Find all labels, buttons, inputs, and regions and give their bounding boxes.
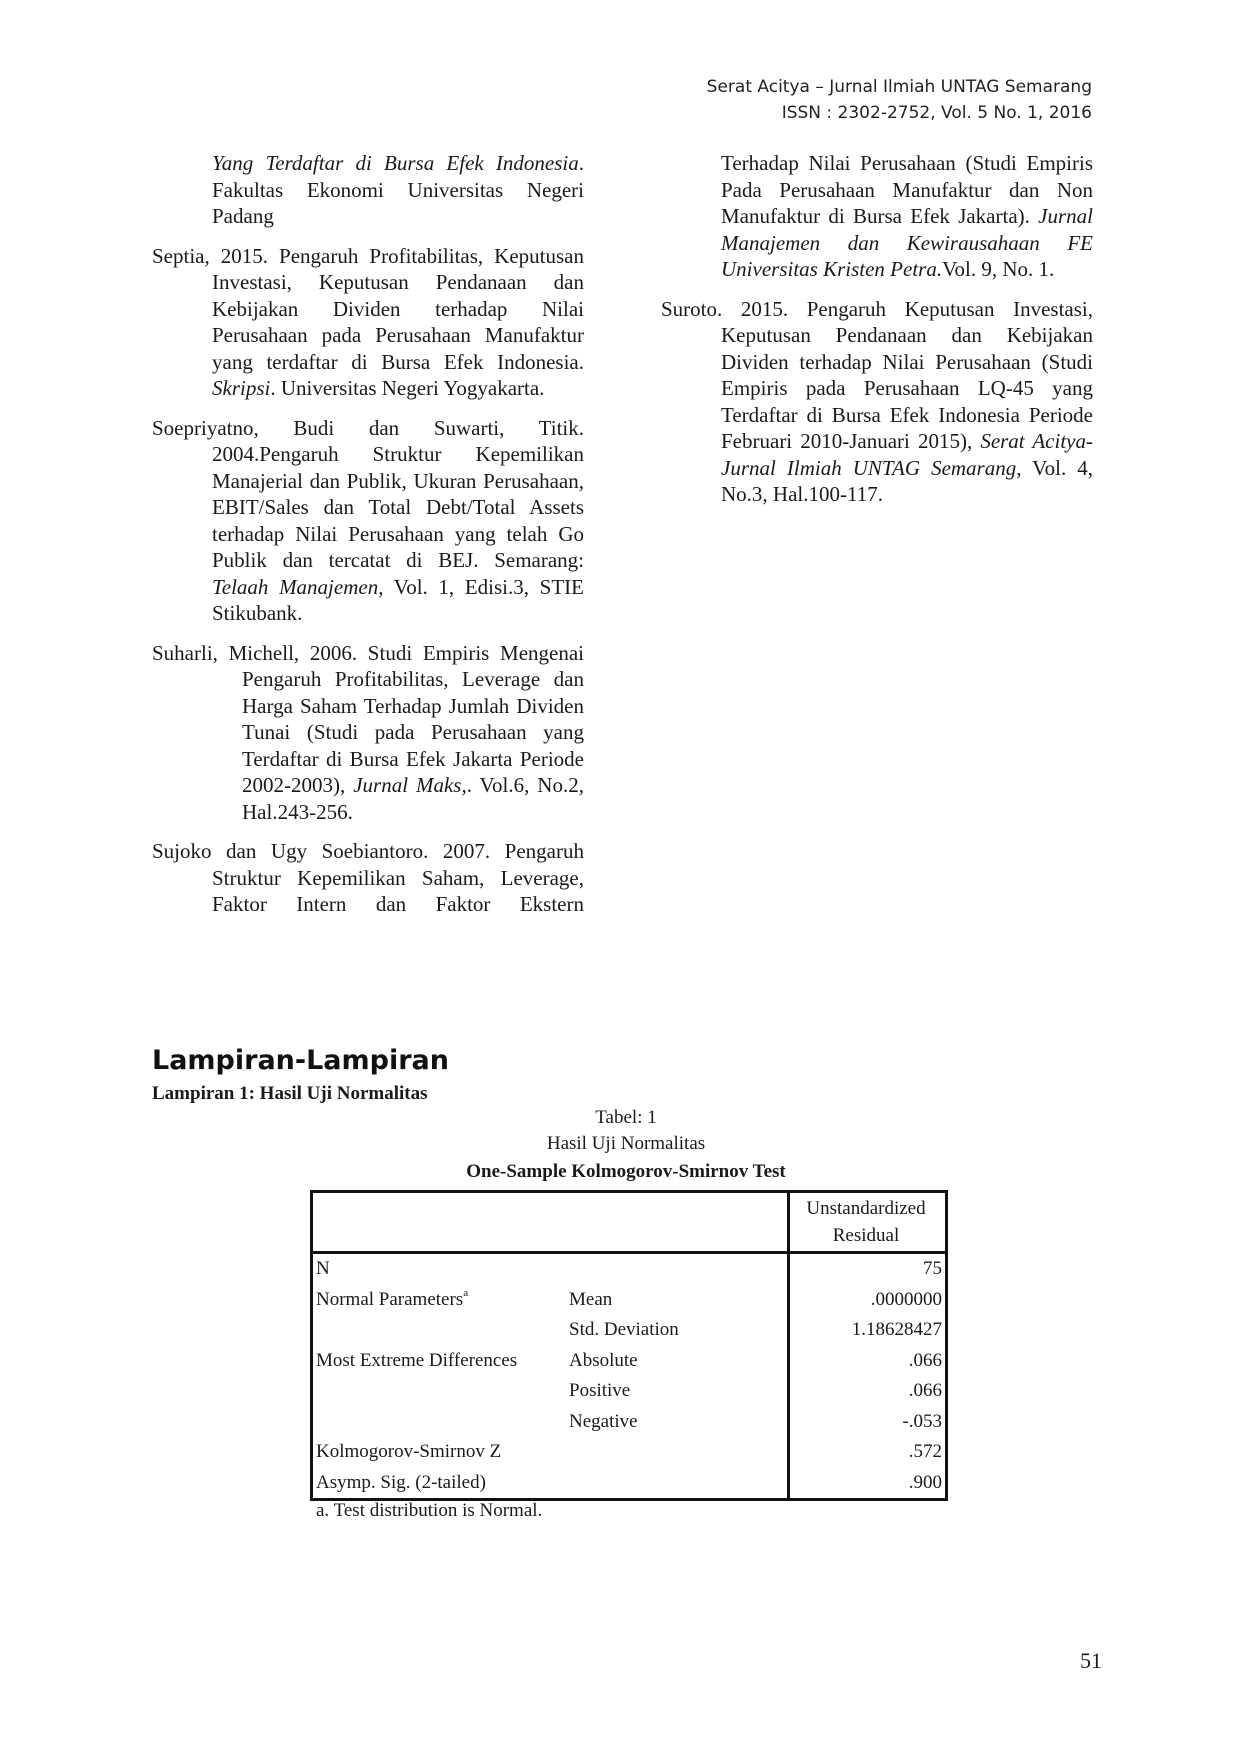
table-test-name: One-Sample Kolmogorov-Smirnov Test [466,1161,786,1182]
row-value: .0000000 [787,1285,945,1316]
row-label: Asymp. Sig. (2-tailed) [316,1471,486,1493]
header-line: Unstandardized [806,1198,926,1219]
reference-entry [152,415,584,627]
reference-continuation [152,150,584,230]
reference-entry [152,640,584,826]
reference-entry [152,243,584,402]
table-row [313,1315,945,1346]
table-footnote: a. Test distribution is Normal. [316,1500,543,1521]
page-number: 51 [1080,1648,1102,1673]
table-row [313,1346,945,1377]
ref-text: Septia, 2015. Pengaruh Profitabilitas, Keputusan Investasi, Keputusan Pendanaan dan Kebijakan Dividen terhadap Nilai Perusahaan pada Perusahaan Manufaktur yang terdaftar di Bursa Efek Indonesia. [152,243,584,374]
table-row [313,1407,945,1438]
ref-text: Vol. 9, No. 1. [942,257,1055,281]
row-sublabel: Negative [569,1410,638,1432]
row-sublabel: Std. Deviation [569,1319,679,1341]
table-number: Tabel: 1 [595,1107,657,1128]
appendix-subtitle: Lampiran 1: Hasil Uji Normalitas [152,1083,428,1104]
row-value: .066 [787,1376,945,1407]
row-value: -.053 [787,1407,945,1438]
ref-italic: Yang Terdaftar di Bursa Efek Indonesia [212,151,579,175]
row-sublabel: Mean [569,1288,613,1310]
left-column [152,150,584,931]
row-value: 75 [787,1254,945,1285]
row-value: .572 [787,1437,945,1468]
ref-text: , Vol. 4, No.3, Hal.100-117. [721,455,1093,506]
journal-issn: ISSN : 2302-2752, Vol. 5 No. 1, 2016 [781,103,1092,123]
ref-text: Suharli, Michell, 2006. Studi Empiris Mengenai Pengaruh Profitabilitas, Leverage dan Harga Saham Terhadap Jumlah Dividen Tunai (Studi pada Perusahaan yang Terdaftar di Bursa Efek Jakarta Periode 2002-2003), [152,640,584,797]
ref-italic: Jurnal Manajemen dan Kewirausahaan FE Universitas Kristen Petra. [721,204,1093,281]
ref-text: Terhadap Nilai Perusahaan (Studi Empiris Pada Perusahaan Manufaktur dan Non Manufaktur di Bursa Efek Jakarta). [721,151,1093,228]
reference-entry [661,296,1093,508]
ref-text: . Vol.6, No.2, Hal.243-256. [242,773,584,824]
journal-header [707,74,1092,126]
ref-text: . Universitas Negeri Yogyakarta. [270,376,545,400]
row-value: 1.18628427 [787,1315,945,1346]
row-label: Most Extreme Differences [316,1349,518,1371]
table-row [313,1437,945,1468]
appendix-title: Lampiran-Lampiran [152,1045,449,1076]
ref-italic: Skripsi [212,376,271,400]
ref-italic: Serat Acitya-Jurnal Ilmiah UNTAG Semarang [721,429,1093,480]
ref-text: Vol. 1, Edisi.3, STIE Stikubank. [212,574,584,625]
ref-italic: Telaah Manajemen, [212,574,384,599]
header-line: Residual [832,1225,900,1246]
reference-continuation [661,150,1093,283]
row-value: .900 [787,1468,945,1499]
normality-table [310,1190,948,1501]
table-row [313,1376,945,1407]
table-title: Hasil Uji Normalitas [546,1133,706,1154]
table-row [313,1254,945,1285]
row-sublabel: Absolute [569,1349,638,1371]
table-row [313,1468,945,1499]
table-header-row [313,1193,945,1254]
ref-text: Sujoko dan Ugy Soebiantoro. 2007. Pengaruh Struktur Kepemilikan Saham, Leverage, Faktor Intern dan Faktor Ekstern [152,839,584,916]
row-label: Normal Parameters$^a$ [316,1286,469,1310]
row-sublabel: Positive [569,1380,631,1402]
ref-text: Soepriyatno, Budi dan Suwarti, Titik. 2004.Pengaruh Struktur Kepemilikan Manajerial dan Publik, Ukuran Perusahaan, EBIT/Sales dan Total Debt/Total Assets terhadap Nilai Perusahaan yang telah Go Publik dan tercatat di BEJ. Semarang: [152,415,584,572]
row-label: Kolmogorov-Smirnov Z [316,1441,502,1463]
footnote-marker: a [463,1286,469,1299]
ref-text: . Fakultas Ekonomi Universitas Negeri Padang [212,151,584,228]
reference-entry [152,838,584,918]
ref-text: Suroto. 2015. Pengaruh Keputusan Investasi, Keputusan Pendanaan dan Kebijakan Dividen terhadap Nilai Perusahaan (Studi Empiris pada Perusahaan LQ-45 yang Terdaftar di Bursa Efek Indonesia Periode Februari 2010-Januari 2015), [661,296,1093,453]
row-label: N [316,1258,330,1280]
ref-italic: Jurnal Maks, [353,773,467,797]
row-value: .066 [787,1346,945,1377]
right-column [661,150,1093,521]
journal-title: Serat Acitya – Jurnal Ilmiah UNTAG Semarang [706,77,1092,97]
table-row [313,1285,945,1316]
header-cell-residual [787,1193,945,1251]
